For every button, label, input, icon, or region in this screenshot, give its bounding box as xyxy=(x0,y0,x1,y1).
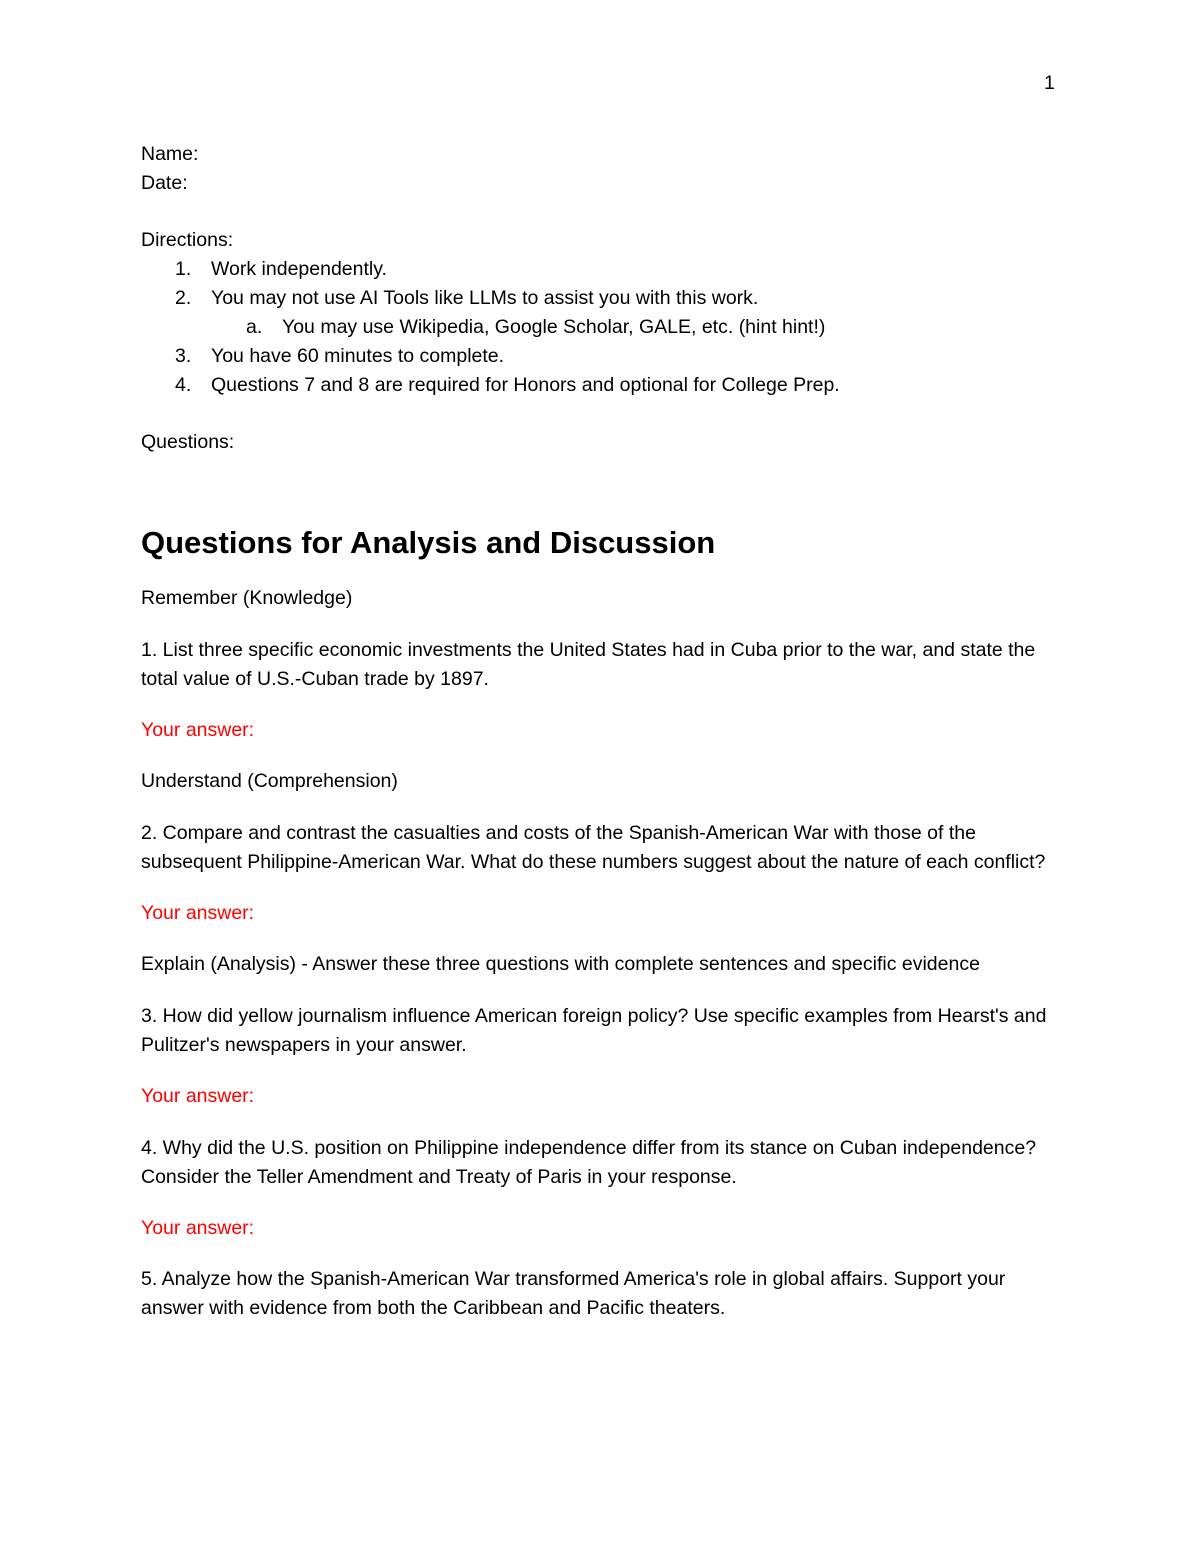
list-number: 4. xyxy=(175,374,192,396)
section-title: Questions for Analysis and Discussion xyxy=(141,525,716,560)
answer-label-4: Your answer: xyxy=(141,1217,255,1239)
directions-item-text: Questions 7 and 8 are required for Honors and optional for College Prep. xyxy=(211,374,840,396)
answer-label-2: Your answer: xyxy=(141,902,255,924)
directions-item xyxy=(141,371,1061,400)
questions-label: Questions: xyxy=(141,431,235,453)
directions-label: Directions: xyxy=(141,229,234,251)
directions-item xyxy=(141,255,1061,284)
directions-item-text: You have 60 minutes to complete. xyxy=(211,345,505,367)
list-letter: a. xyxy=(246,316,263,338)
category-remember: Remember (Knowledge) xyxy=(141,587,353,609)
directions-item xyxy=(141,342,1061,371)
name-label: Name: xyxy=(141,143,199,165)
question-5: 5. Analyze how the Spanish-American War transformed America's role in global affairs. Support your answer with evidence from both the Caribbean and Pacific theaters. xyxy=(141,1268,1006,1319)
page-number: 1 xyxy=(1044,72,1055,94)
category-understand: Understand (Comprehension) xyxy=(141,770,398,792)
directions-subitem-text: You may use Wikipedia, Google Scholar, GALE, etc. (hint hint!) xyxy=(282,316,826,338)
list-number: 2. xyxy=(175,287,192,309)
list-number: 1. xyxy=(175,258,192,280)
list-number: 3. xyxy=(175,345,192,367)
date-label: Date: xyxy=(141,172,188,194)
question-4: 4. Why did the U.S. position on Philippine independence differ from its stance on Cuban independence? Consider the Teller Amendment and Treaty of Paris in your response. xyxy=(141,1137,1037,1188)
document-body xyxy=(141,140,1061,1323)
directions-list xyxy=(141,255,1061,400)
question-3: 3. How did yellow journalism influence American foreign policy? Use specific examples from Hearst's and Pulitzer's newspapers in your answer. xyxy=(141,1005,1047,1056)
category-explain: Explain (Analysis) - Answer these three questions with complete sentences and specific evidence xyxy=(141,953,980,975)
question-2: 2. Compare and contrast the casualties and costs of the Spanish-American War with those of the subsequent Philippine-American War. What do these numbers suggest about the nature of each conflict? xyxy=(141,822,1046,873)
answer-label-1: Your answer: xyxy=(141,719,255,741)
question-1: 1. List three specific economic investments the United States had in Cuba prior to the war, and state the total value of U.S.-Cuban trade by 1897. xyxy=(141,639,1036,690)
directions-item-text: You may not use AI Tools like LLMs to assist you with this work. xyxy=(211,287,759,309)
directions-item-text: Work independently. xyxy=(211,258,387,280)
directions-item xyxy=(141,284,1061,313)
answer-label-3: Your answer: xyxy=(141,1085,255,1107)
directions-subitem xyxy=(141,313,1061,342)
